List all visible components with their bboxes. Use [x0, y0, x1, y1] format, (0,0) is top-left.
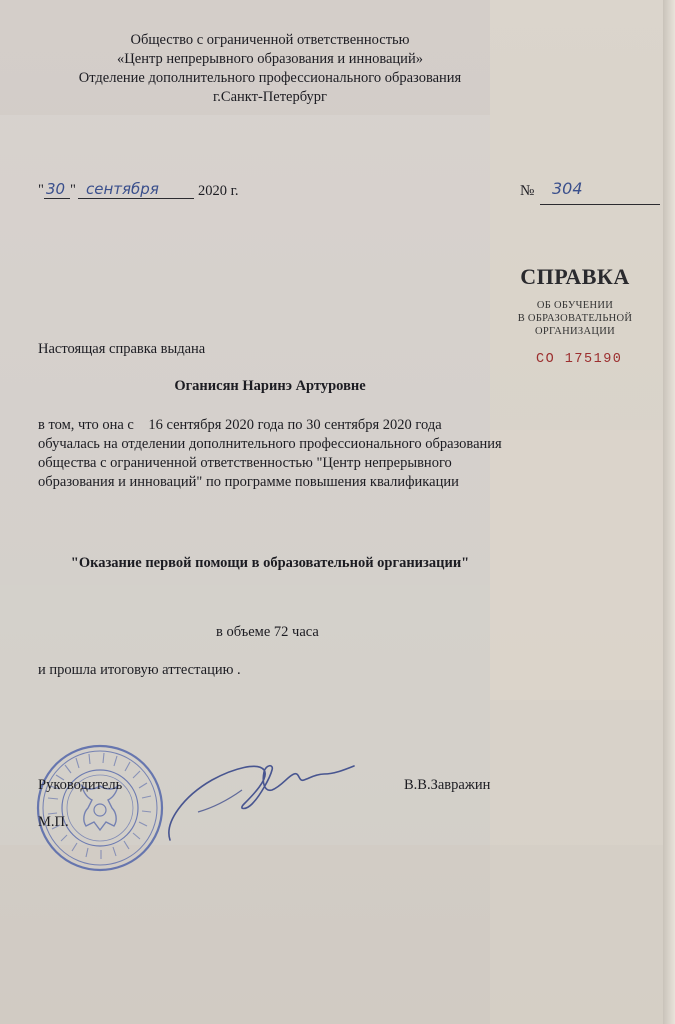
official-stamp [34, 742, 166, 874]
study-description-1: обучалась на отделении дополнительного профессионального образования [38, 436, 502, 452]
signatory-name: В.В.Завражин [404, 777, 491, 793]
org-name-line1: Общество с ограниченной ответственностью [130, 32, 410, 48]
stamp-place-label: М.П. [38, 814, 69, 830]
issued-to-text: Настоящая справка выдана [38, 341, 206, 357]
date-day-underline [44, 198, 70, 199]
signatory-role: Руководитель [38, 777, 123, 793]
date-month: сентября [86, 180, 159, 198]
number-label: № [520, 183, 535, 199]
study-volume: в объеме 72 часа [216, 624, 319, 640]
attestation-text: и прошла итоговую аттестацию . [38, 662, 241, 678]
certificate-subtitle-2: В ОБРАЗОВАТЕЛЬНОЙ [517, 313, 633, 324]
certificate-subtitle-3: ОРГАНИЗАЦИИ [535, 326, 615, 337]
certificate-subtitle-1: ОБ ОБУЧЕНИИ [536, 300, 614, 311]
program-title: "Оказание первой помощи в образовательной организации" [70, 555, 470, 571]
study-description-3: образования и инноваций" по программе повышения квалификации [38, 474, 459, 490]
study-period: в том, что она с 16 сентября 2020 года по 30 сентября 2020 года [38, 417, 442, 433]
org-city: г.Санкт-Петербург [212, 89, 328, 105]
date-month-underline [78, 198, 194, 199]
certificate-serial-number: СО 175190 [536, 352, 623, 367]
paper-edge [663, 0, 675, 1024]
number-value: 304 [552, 179, 583, 198]
date-day: 30 [46, 180, 66, 198]
org-name-line2: «Центр непрерывного образования и инноваций» [117, 51, 423, 67]
number-underline [540, 204, 660, 205]
date-year: 2020 г. [198, 183, 239, 199]
date-open-quote: " [38, 182, 44, 198]
study-description-2: общества с ограниченной ответственностью "Центр непрерывного [38, 455, 452, 471]
certificate-title: СПРАВКА [520, 264, 630, 289]
handwritten-signature [160, 752, 360, 852]
date-close-quote: " [70, 182, 76, 198]
org-department: Отделение дополнительного профессионального образования [78, 70, 462, 86]
recipient-name: Оганисян Наринэ Артуровне [174, 378, 366, 394]
